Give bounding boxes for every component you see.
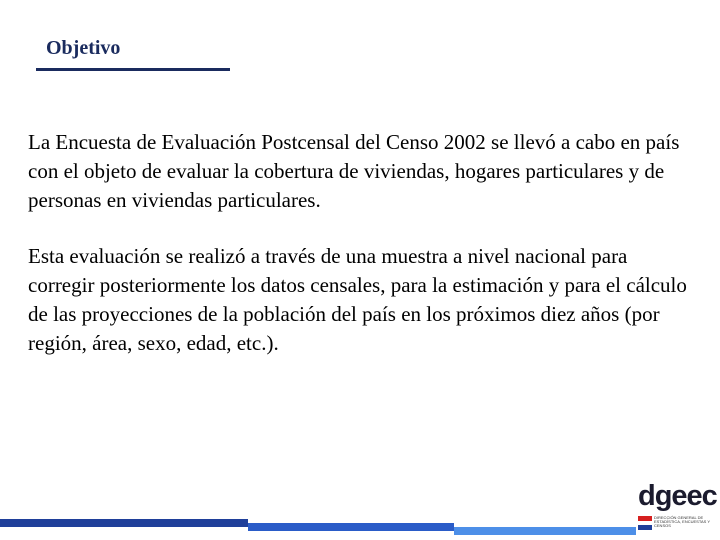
- footer-bar-light: [454, 527, 636, 535]
- slide-title: Objetivo: [46, 37, 121, 59]
- paragraph-objective: La Encuesta de Evaluación Postcensal del Censo 2002 se llevó a cabo en país con el objeto de evaluar la cobertura de viviendas, hogares particulares y de personas en viviendas particulares.: [28, 130, 680, 212]
- dgeec-logo: [636, 480, 717, 534]
- logo-tagline: DIRECCIÓN GENERAL DE ESTADÍSTICA, ENCUESTAS Y CENSOS: [654, 515, 710, 528]
- logo-wordmark: dgeec: [638, 480, 717, 512]
- title-underline: [36, 68, 230, 71]
- footer-bar-dark: [0, 519, 248, 527]
- footer-bar-mid: [248, 523, 454, 531]
- flag-icon: [638, 516, 652, 530]
- paragraph-evaluation: Esta evaluación se realizó a través de una muestra a nivel nacional para corregir posteriormente los datos censales, para la estimación y para el cálculo de las proyecciones de la población del país en los próximos diez años (por región, área, sexo, edad, etc.).: [28, 244, 687, 355]
